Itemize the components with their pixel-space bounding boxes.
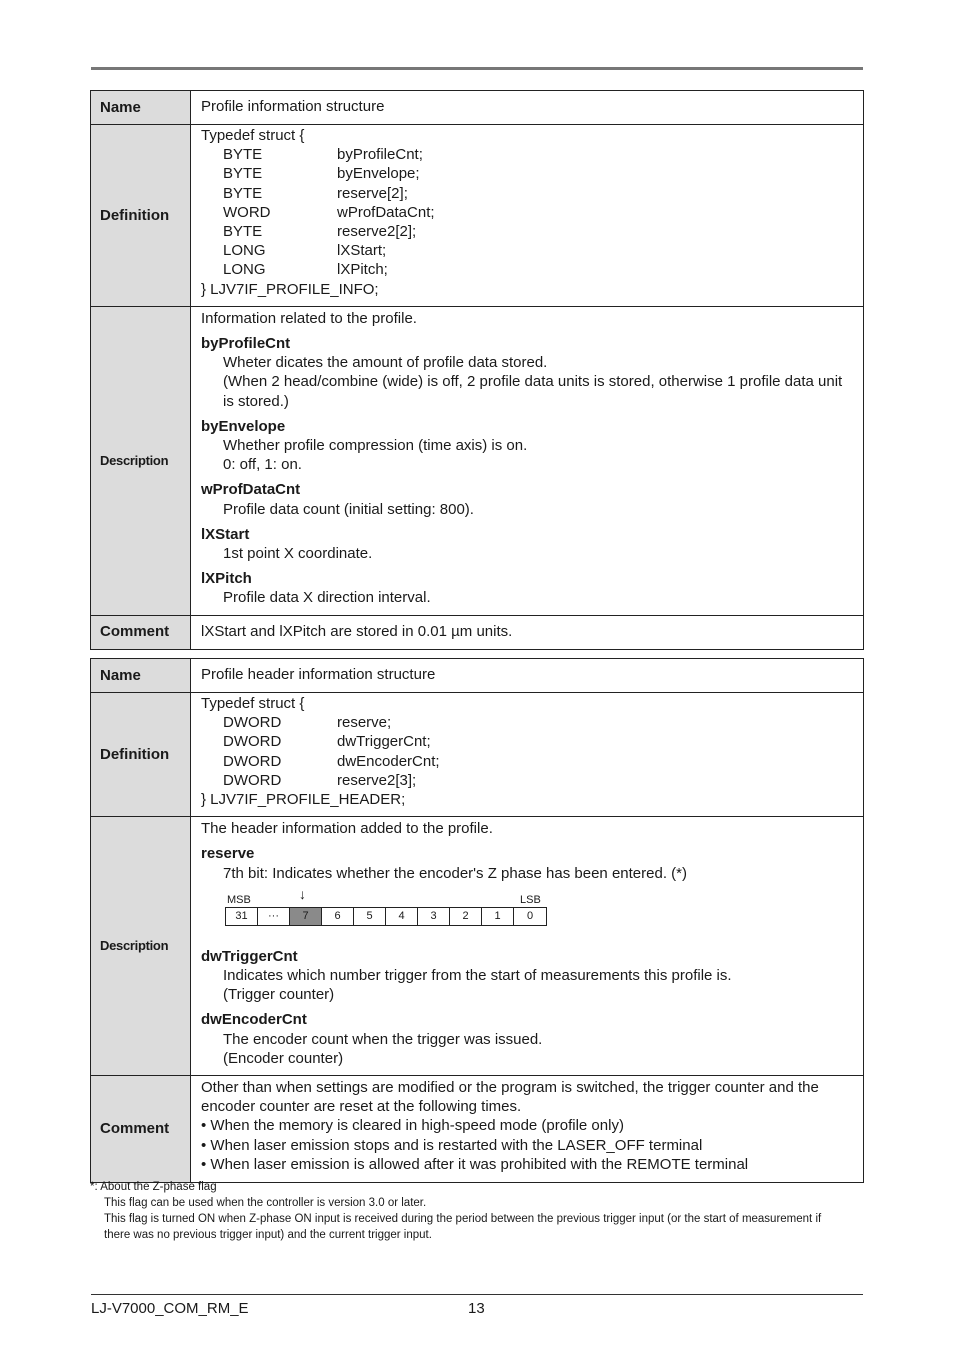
field-description: 1st point X coordinate. <box>223 544 373 562</box>
footnote-heading: *: About the Z-phase flag <box>90 1181 217 1193</box>
struct-open: Typedef struct { <box>201 695 305 712</box>
field-description: Profile data count (initial setting: 800). <box>223 500 474 518</box>
comment-bullet: • When laser emission is allowed after it was prohibited with the REMOTE terminal <box>201 1155 749 1173</box>
field-name: lXPitch; <box>337 261 388 279</box>
field-heading: wProfDataCnt <box>201 481 301 499</box>
description-label: Description <box>91 817 191 1076</box>
description-content <box>191 306 864 615</box>
bit-cell: 31 <box>226 908 258 925</box>
profile-info-table <box>90 90 864 650</box>
field-type: DWORD <box>223 771 282 789</box>
field-name: reserve2[3]; <box>337 771 417 789</box>
bit-cell: 6 <box>322 908 354 925</box>
struct-field <box>201 164 855 183</box>
bit-cell: ··· <box>258 908 290 925</box>
field-name: reserve[2]; <box>337 184 408 202</box>
definition-content <box>191 693 864 817</box>
field-name: dwTriggerCnt; <box>337 733 431 751</box>
field-heading: byProfileCnt <box>201 334 291 352</box>
field-description: (Encoder counter) <box>223 1049 344 1067</box>
lsb-label: LSB <box>520 893 541 906</box>
field-description: Wheter dicates the amount of profile data stored. <box>223 354 548 372</box>
struct-field <box>201 184 855 203</box>
profile-header-table <box>90 658 864 1183</box>
comment-label: Comment <box>91 615 191 649</box>
header-rule <box>91 67 863 70</box>
field-description: 0: off, 1: on. <box>223 456 302 474</box>
page-number: 13 <box>468 1300 485 1317</box>
bit-cell: 5 <box>354 908 386 925</box>
struct-field <box>201 771 855 790</box>
field-name: lXStart; <box>337 242 387 260</box>
field-name: byEnvelope; <box>337 165 420 183</box>
struct-field <box>201 203 855 222</box>
definition-label: Definition <box>91 693 191 817</box>
comment-label: Comment <box>91 1075 191 1182</box>
field-type: BYTE <box>223 184 263 202</box>
struct-close: } LJV7IF_PROFILE_INFO; <box>201 280 379 298</box>
field-type: BYTE <box>223 165 263 183</box>
field-description: Indicates which number trigger from the start of measurements this profile is. <box>223 966 732 984</box>
msb-label: MSB <box>227 893 251 906</box>
struct-close: } LJV7IF_PROFILE_HEADER; <box>201 790 406 808</box>
comment-value: lXStart and lXPitch are stored in 0.01 µm units. <box>191 615 864 649</box>
down-arrow-icon: ↓ <box>299 885 306 902</box>
description-label: Description <box>91 306 191 615</box>
field-type: WORD <box>223 203 271 221</box>
struct-field <box>201 752 855 771</box>
field-type: BYTE <box>223 146 263 164</box>
bit-cells <box>225 907 547 926</box>
field-description: Profile data X direction interval. <box>223 589 431 607</box>
bit-layout-diagram <box>225 887 555 931</box>
bit-cell: 0 <box>526 909 534 922</box>
field-type: BYTE <box>223 222 263 240</box>
comment-text: Other than when settings are modified or the program is switched, the trigger counter and the encoder counter are reset at the following times. <box>201 1078 819 1116</box>
bit-cell: 1 <box>482 908 514 925</box>
field-description: (When 2 head/combine (wide) is off, 2 profile data units is stored, otherwise 1 profile data unit is stored.) <box>223 373 843 410</box>
field-name: reserve2[2]; <box>337 222 417 240</box>
field-heading: reserve <box>201 845 255 863</box>
struct-field <box>201 732 855 751</box>
bit-cell: 4 <box>386 908 418 925</box>
bit-cell-highlighted: 7 <box>290 908 322 925</box>
field-type: LONG <box>223 261 266 279</box>
field-heading: byEnvelope <box>201 417 286 435</box>
struct-open: Typedef struct { <box>201 127 305 144</box>
field-name: byProfileCnt; <box>337 146 423 164</box>
field-description: The encoder count when the trigger was issued. <box>223 1030 543 1048</box>
name-value: Profile header information structure <box>191 659 864 693</box>
description-intro: The header information added to the profile. <box>201 820 493 838</box>
field-type: LONG <box>223 242 266 260</box>
field-heading: lXPitch <box>201 570 252 588</box>
field-type: DWORD <box>223 752 282 770</box>
footnote <box>90 1179 850 1243</box>
struct-field <box>201 713 855 732</box>
footnote-line: This flag is turned ON when Z-phase ON input is received during the period between the previous trigger input (or the start of measurement if there was no previous trigger input) and the current trigger input. <box>104 1213 822 1241</box>
comment-bullet: • When laser emission stops and is restarted with the LASER_OFF terminal <box>201 1136 703 1154</box>
description-intro: Information related to the profile. <box>201 309 417 327</box>
field-name: dwEncoderCnt; <box>337 752 440 770</box>
field-heading: lXStart <box>201 525 250 543</box>
field-description: Whether profile compression (time axis) is on. <box>223 436 528 454</box>
struct-field <box>201 222 855 241</box>
document-id: LJ-V7000_COM_RM_E <box>91 1300 249 1317</box>
footnote-line: This flag can be used when the controller is version 3.0 or later. <box>104 1197 427 1209</box>
struct-field <box>201 241 855 260</box>
field-name: wProfDataCnt; <box>337 203 435 221</box>
comment-content <box>191 1075 864 1182</box>
definition-label: Definition <box>91 125 191 307</box>
field-heading: dwEncoderCnt <box>201 1011 307 1029</box>
name-label: Name <box>91 91 191 125</box>
description-content <box>191 817 864 1076</box>
field-description: 7th bit: Indicates whether the encoder's Z phase has been entered. (*) <box>223 864 687 882</box>
bit-cell: 2 <box>450 908 482 925</box>
field-type: DWORD <box>223 714 282 732</box>
definition-content <box>191 125 864 307</box>
comment-bullet: • When the memory is cleared in high-speed mode (profile only) <box>201 1117 624 1135</box>
field-type: DWORD <box>223 733 282 751</box>
field-description: (Trigger counter) <box>223 986 335 1004</box>
bit-cell: 3 <box>418 908 450 925</box>
name-label: Name <box>91 659 191 693</box>
name-value: Profile information structure <box>191 91 864 125</box>
field-heading: dwTriggerCnt <box>201 947 298 965</box>
field-name: reserve; <box>337 714 392 732</box>
footer-rule <box>91 1294 863 1295</box>
struct-field <box>201 145 855 164</box>
struct-field <box>201 260 855 279</box>
